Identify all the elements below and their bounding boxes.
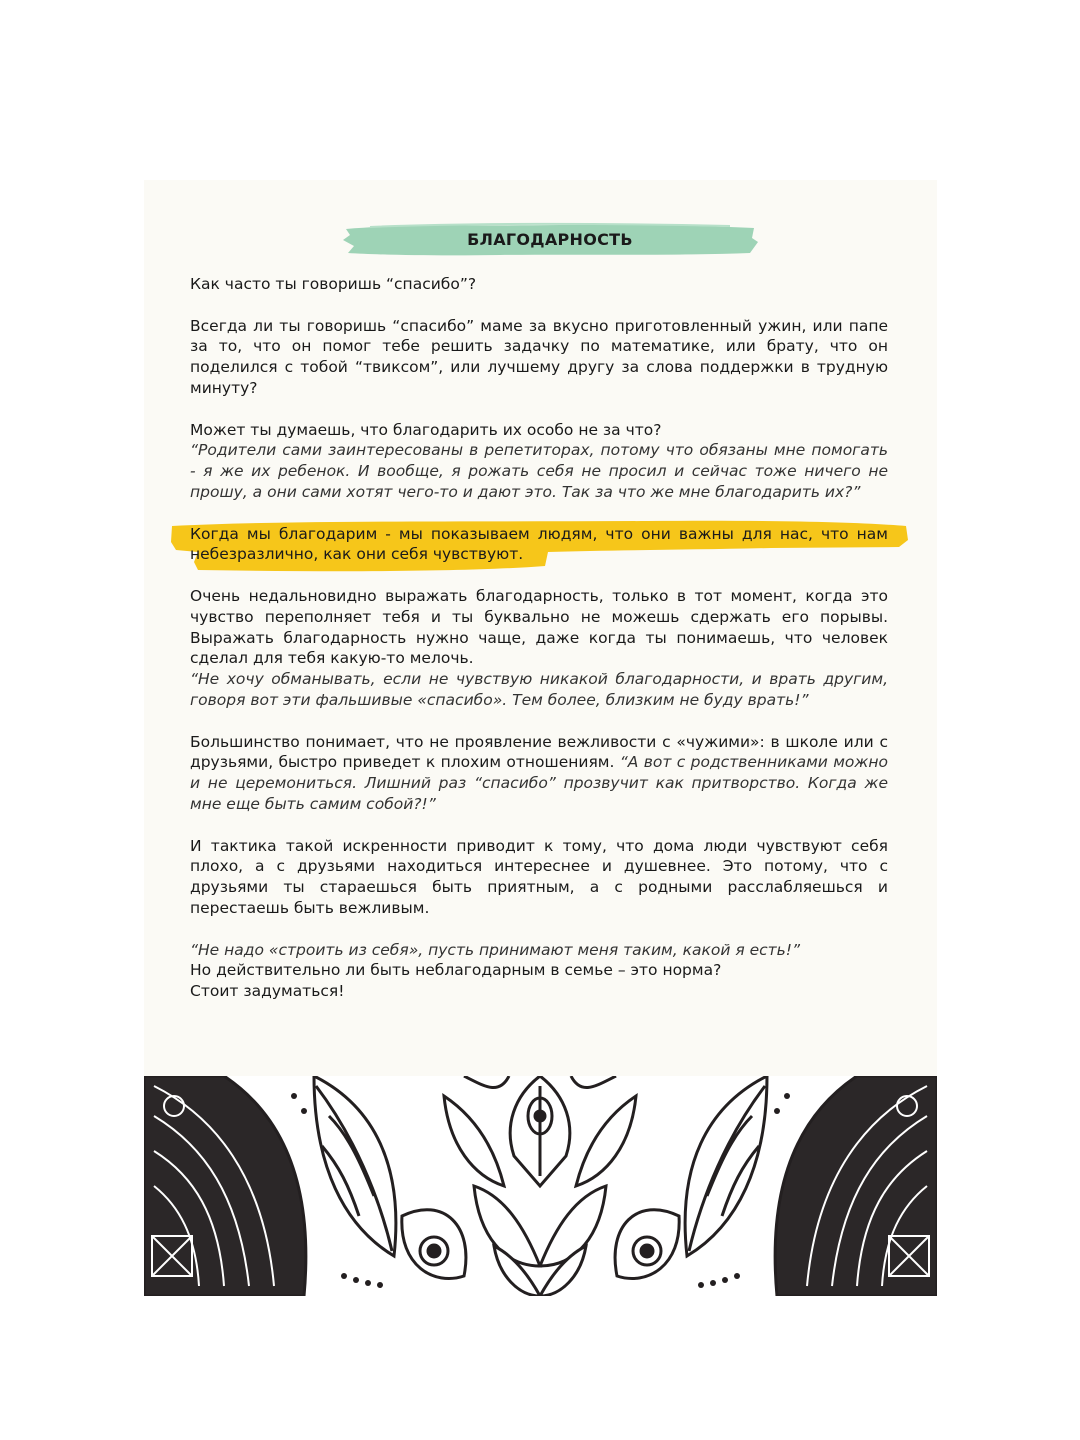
quote-no-fake: “Не хочу обманывать, если не чувствую никакой благодарности, и врать другим, говоря вот эти фальшивые «спасибо». Тем более, близким не буду врать!” [190, 670, 888, 709]
paragraph-examples: Всегда ли ты говоришь “спасибо” маме за вкусно приготовленный ужин, или папе за то, что он помог тебе решить задачку по математике, или брату, что он поделился с тобой “твиксом”, или лучшему другу за слова поддержки в трудную минуту? [190, 316, 888, 397]
mandala-ornament [144, 1076, 937, 1296]
paragraph-norm: Но действительно ли быть неблагодарным в семье – это норма? [190, 961, 722, 980]
highlight-text: Когда мы благодарим - мы показываем людям, что они важны для нас, что нам небезразлично, как они себя чувствуют. [190, 524, 888, 564]
paragraph-majority-text: Большинство понимает, что не проявление вежливости с «чужими»: в школе или с друзьями, быстро приведет к плохим отношениям. [190, 732, 888, 772]
quote-parents: “Родители сами заинтересованы в репетиторах, потому что обязаны мне помогать - я же их ребенок. И вообще, я рожать себя не просил и сейчас тоже ничего не прошу, а они сами хотят чего-то и дают это. Так за что же мне благодарить их?” [190, 441, 888, 501]
quote-accept-me: “Не надо «строить из себя», пусть принимают меня таким, какой я есть!” [190, 940, 801, 959]
article-body [190, 274, 888, 1002]
paragraph-majority [190, 732, 888, 815]
mandala-illustration [144, 1076, 937, 1296]
paragraph-doubt: Может ты думаешь, что благодарить их особо не за что? [190, 420, 662, 439]
paragraph-tactic: И тактика такой искренности приводит к тому, что дома люди чувствуют себя плохо, а с друзьями находиться интереснее и душевнее. Это потому, что с друзьями ты стараешься быть приятным, а с родными расслабляешься и перестаешь быть вежливым. [190, 836, 888, 917]
paragraph-think: Стоит задуматься! [190, 982, 345, 1001]
paragraph-often: Очень недальновидно выражать благодарность, только в тот момент, когда это чувство переполняет тебя и ты буквально не можешь сдержать его порывы. Выражать благодарность нужно чаще, даже когда ты понимаешь, что человек сделал для тебя какую-то мелочь. [190, 586, 888, 668]
paragraph-question: Как часто ты говоришь “спасибо”? [190, 275, 477, 293]
highlight-block [190, 524, 888, 566]
title-block [340, 220, 760, 260]
book-page [144, 180, 937, 1296]
page-title: БЛАГОДАРНОСТЬ [467, 230, 633, 249]
quote-relatives: “А вот с родственниками можно и не церемониться. Лишний раз “спасибо” прозвучит как притворство. Когда же мне еще быть самим собой?!” [190, 753, 888, 813]
